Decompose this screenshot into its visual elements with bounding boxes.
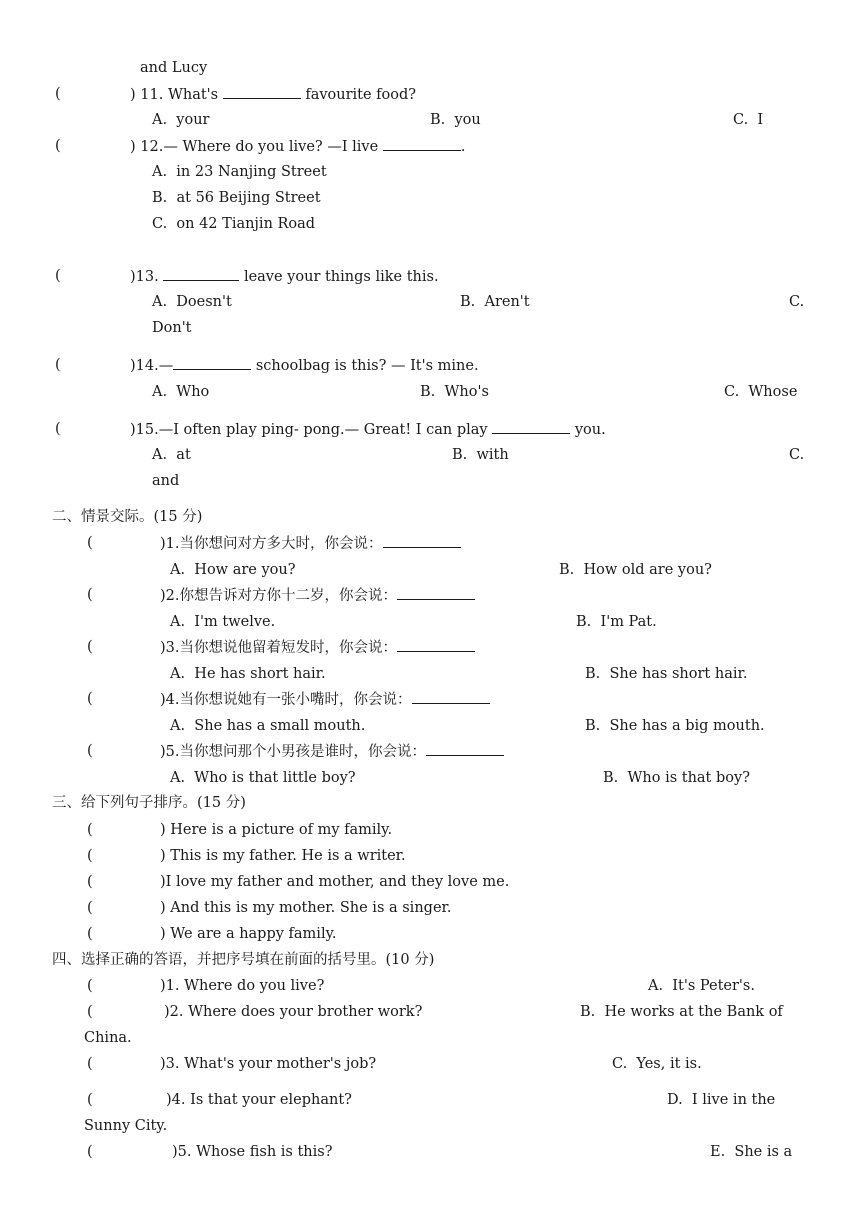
scenario-question-1 <box>160 533 461 553</box>
answer-paren-open[interactable]: ( <box>87 926 93 942</box>
option-c[interactable]: C. I <box>733 112 764 128</box>
question-text: )4.当你想说她有一张小嘴时，你会说： <box>160 692 412 708</box>
question-close-paren: )14.— <box>130 358 174 374</box>
question-text-post: schoolbag is this? — It's mine. <box>255 358 479 374</box>
option-b[interactable]: B. Who's <box>420 384 489 400</box>
question-text-post: leave your things like this. <box>243 269 439 285</box>
fill-blank[interactable] <box>173 355 251 370</box>
question-text-post: . <box>460 139 466 155</box>
fill-blank[interactable] <box>383 136 461 151</box>
fill-blank[interactable] <box>397 585 475 600</box>
sentence-item: )I love my father and mother, and they love me. <box>160 874 510 890</box>
option-b[interactable]: B. She has a big mouth. <box>585 718 765 734</box>
option-a[interactable]: A. in 23 Nanjing Street <box>152 164 327 180</box>
question-text-pre: )15.—I often play ping- pong.— Great! I can play <box>130 422 488 438</box>
answer-paren-open[interactable]: ( <box>87 1056 93 1072</box>
option-a[interactable]: A. She has a small mouth. <box>170 718 366 734</box>
question-14 <box>130 355 479 375</box>
option-a[interactable]: A. Who is that little boy? <box>170 770 356 786</box>
sentence-item: ) Here is a picture of my family. <box>160 822 393 838</box>
scenario-question-4 <box>160 689 490 709</box>
answer-paren-open[interactable]: ( <box>87 848 93 864</box>
fill-blank[interactable] <box>383 533 461 548</box>
fill-blank[interactable] <box>163 266 239 281</box>
option-a[interactable]: A. your <box>152 112 210 128</box>
option-c[interactable]: C. Whose <box>724 384 798 400</box>
question-text-post: you. <box>574 422 606 438</box>
answer-paren-open[interactable]: ( <box>87 691 93 707</box>
answer-paren-open[interactable]: ( <box>55 138 61 154</box>
option-a[interactable]: A. Doesn't <box>152 294 232 310</box>
option-a[interactable]: A. He has short hair. <box>170 666 326 682</box>
carry-line: and Lucy <box>140 60 208 76</box>
option-a[interactable]: A. How are you? <box>170 562 296 578</box>
answer-paren-open[interactable]: ( <box>87 978 93 994</box>
sentence-item: ) We are a happy family. <box>160 926 337 942</box>
question-number: 11. <box>140 87 164 103</box>
question-text-pre: What's <box>167 87 219 103</box>
answer-paren-open[interactable]: ( <box>87 822 93 838</box>
option-c-wrap: Don't <box>152 320 192 336</box>
fill-blank[interactable] <box>492 419 570 434</box>
option-b[interactable]: B. I'm Pat. <box>576 614 657 630</box>
scenario-question-5 <box>160 741 504 761</box>
match-question: )3. What's your mother's job? <box>160 1056 377 1072</box>
answer-paren-open[interactable]: ( <box>87 535 93 551</box>
section-4-heading: 四、选择正确的答语，并把序号填在前面的括号里。(10 分) <box>52 952 435 968</box>
answer-paren-open[interactable]: ( <box>55 421 61 437</box>
answer-paren-open[interactable]: ( <box>55 268 61 284</box>
answer-paren-open[interactable]: ( <box>55 86 61 102</box>
answer-paren-open[interactable]: ( <box>87 1144 93 1160</box>
match-answer: D. I live in the <box>667 1092 776 1108</box>
scenario-question-3 <box>160 637 475 657</box>
match-answer: A. It's Peter's. <box>648 978 755 994</box>
match-answer: B. He works at the Bank of <box>580 1004 783 1020</box>
option-a[interactable]: A. at <box>152 447 191 463</box>
match-question: )1. Where do you live? <box>160 978 325 994</box>
option-b[interactable]: B. with <box>452 447 509 463</box>
option-c[interactable]: C. on 42 Tianjin Road <box>152 216 316 232</box>
option-a[interactable]: A. Who <box>152 384 210 400</box>
option-b[interactable]: B. you <box>430 112 481 128</box>
question-text: )5.当你想问那个小男孩是谁时，你会说： <box>160 744 426 760</box>
option-c[interactable]: C. <box>789 294 805 310</box>
question-11 <box>130 84 416 104</box>
fill-blank[interactable] <box>426 741 504 756</box>
fill-blank[interactable] <box>412 689 490 704</box>
question-number: 12. <box>140 139 164 155</box>
option-b[interactable]: B. She has short hair. <box>585 666 748 682</box>
fill-blank[interactable] <box>397 637 475 652</box>
option-c-wrap: and <box>152 473 180 489</box>
match-question: )2. Where does your brother work? <box>164 1004 423 1020</box>
answer-paren-open[interactable]: ( <box>87 874 93 890</box>
question-12 <box>130 136 465 156</box>
question-close-paren: ) <box>130 87 136 103</box>
option-b[interactable]: B. Who is that boy? <box>603 770 750 786</box>
match-answer-wrap: Sunny City. <box>84 1118 168 1134</box>
answer-paren-open[interactable]: ( <box>87 1092 93 1108</box>
question-13 <box>130 266 439 286</box>
question-close-paren: )13. <box>130 269 159 285</box>
match-answer: E. She is a <box>710 1144 793 1160</box>
section-3-heading: 三、给下列句子排序。(15 分) <box>52 795 246 811</box>
scenario-question-2 <box>160 585 475 605</box>
question-text: )2.你想告诉对方你十二岁，你会说： <box>160 588 397 604</box>
section-2-heading: 二、情景交际。(15 分) <box>52 509 203 525</box>
question-15 <box>130 419 606 439</box>
match-answer-wrap: China. <box>84 1030 132 1046</box>
option-c[interactable]: C. <box>789 447 805 463</box>
match-answer: C. Yes, it is. <box>612 1056 702 1072</box>
answer-paren-open[interactable]: ( <box>55 357 61 373</box>
question-text-pre: — Where do you live? —I live <box>163 139 379 155</box>
fill-blank[interactable] <box>223 84 301 99</box>
question-text: )3.当你想说他留着短发时，你会说： <box>160 640 397 656</box>
sentence-item: ) This is my father. He is a writer. <box>160 848 406 864</box>
option-b[interactable]: B. Aren't <box>460 294 530 310</box>
option-b[interactable]: B. How old are you? <box>559 562 712 578</box>
question-text-post: favourite food? <box>305 87 417 103</box>
sentence-item: ) And this is my mother. She is a singer. <box>160 900 452 916</box>
question-close-paren: ) <box>130 139 136 155</box>
answer-paren-open[interactable]: ( <box>87 743 93 759</box>
option-a[interactable]: A. I'm twelve. <box>170 614 276 630</box>
answer-paren-open[interactable]: ( <box>87 1004 93 1020</box>
answer-paren-open[interactable]: ( <box>87 900 93 916</box>
match-question: )5. Whose fish is this? <box>172 1144 333 1160</box>
answer-paren-open[interactable]: ( <box>87 587 93 603</box>
question-text: )1.当你想问对方多大时，你会说： <box>160 536 383 552</box>
match-question: )4. Is that your elephant? <box>166 1092 352 1108</box>
option-b[interactable]: B. at 56 Beijing Street <box>152 190 321 206</box>
answer-paren-open[interactable]: ( <box>87 639 93 655</box>
